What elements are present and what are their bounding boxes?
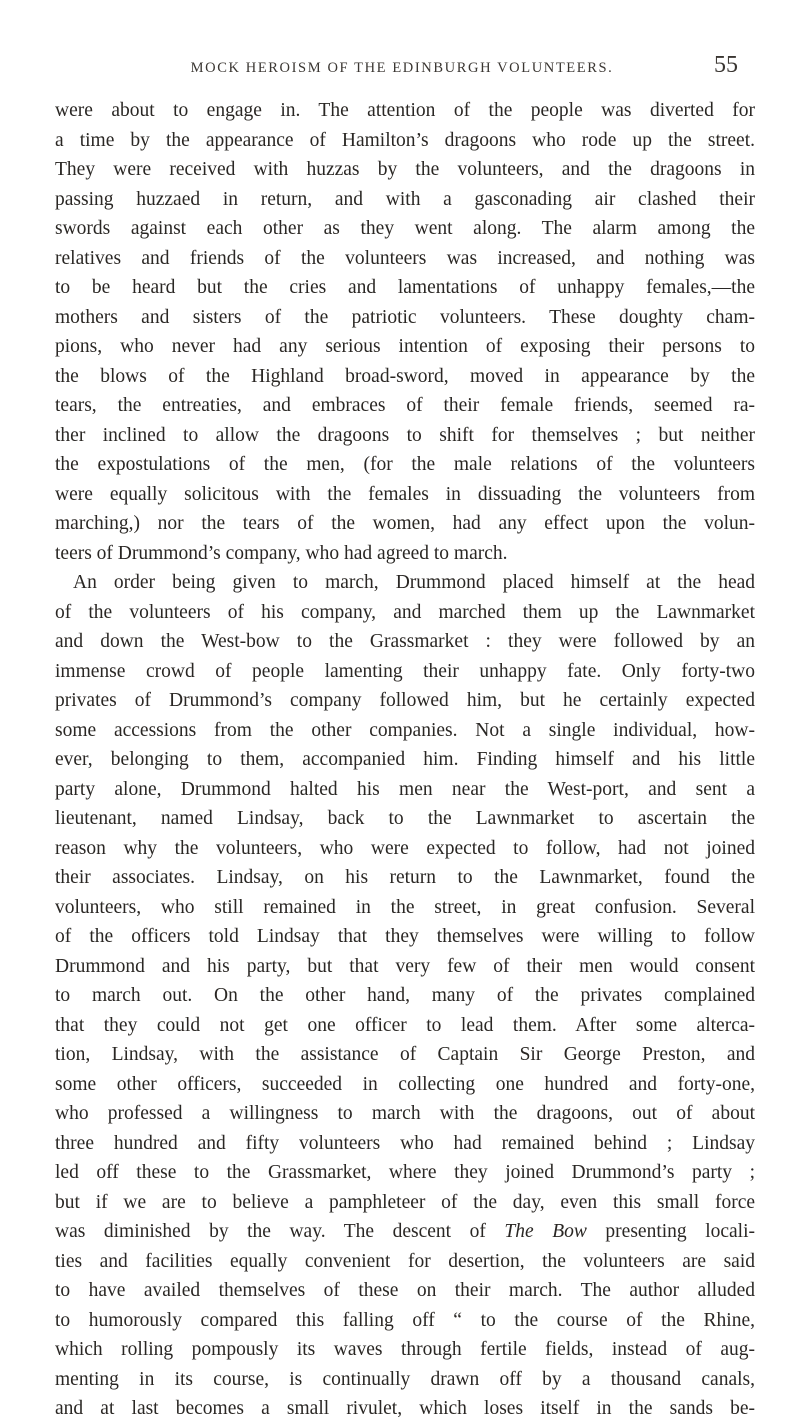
text-line: the blows of the Highland broad-sword, moved in appearance by the bbox=[55, 365, 755, 387]
text-line: party alone, Drummond halted his men near the West-port, and sent a bbox=[55, 778, 755, 800]
text-line: They were received with huzzas by the volunteers, and the dragoons in bbox=[55, 159, 755, 180]
text-line: some accessions from the other companies. Not a single individual, how- bbox=[55, 719, 755, 741]
text-line: passing huzzaed in return, and with a gasconading air clashed their bbox=[55, 188, 755, 210]
text-line: were about to engage in. The attention of the people was diverted for bbox=[55, 100, 755, 121]
italic-title: The Bow bbox=[504, 1221, 587, 1242]
text-line: to march out. On the other hand, many of the privates complained bbox=[55, 985, 755, 1006]
text-line: and at last becomes a small rivulet, which loses itself in the sands be- bbox=[55, 1398, 755, 1419]
text-line: tears, the entreaties, and embraces of their female friends, seemed ra- bbox=[55, 395, 755, 416]
text-line: three hundred and fifty volunteers who had remained behind ; Lindsay bbox=[55, 1132, 755, 1154]
text-line: volunteers, who still remained in the street, in great confusion. Several bbox=[55, 896, 755, 918]
text-line: the expostulations of the men, (for the male relations of the volunteers bbox=[55, 454, 755, 475]
text-line: but if we are to believe a pamphleteer of the day, even this small force bbox=[55, 1191, 755, 1213]
text-line: lieutenant, named Lindsay, back to the Lawnmarket to ascertain the bbox=[55, 808, 755, 829]
text-line: who professed a willingness to march with the dragoons, out of about bbox=[55, 1103, 755, 1124]
text-line: tion, Lindsay, with the assistance of Captain Sir George Preston, and bbox=[55, 1044, 755, 1065]
text-line: that they could not get one officer to lead them. After some alterca- bbox=[55, 1014, 755, 1036]
text-line: privates of Drummond’s company followed him, but he certainly expected bbox=[55, 690, 755, 711]
text-line: their associates. Lindsay, on his return to the Lawnmarket, found the bbox=[55, 867, 755, 888]
page-number: 55 bbox=[714, 52, 738, 78]
text-line: relatives and friends of the volunteers was increased, and nothing was bbox=[55, 247, 755, 269]
text-line: menting in its course, is continually drawn off by a thousand canals, bbox=[55, 1368, 755, 1390]
text-line-with-italic bbox=[55, 1217, 755, 1247]
text-line: pions, who never had any serious intention of exposing their persons to bbox=[55, 336, 755, 357]
text-line: reason why the volunteers, who were expected to follow, had not joined bbox=[55, 837, 755, 859]
text-line: led off these to the Grassmarket, where they joined Drummond’s party ; bbox=[55, 1162, 755, 1183]
text-line: immense crowd of people lamenting their unhappy fate. Only forty-two bbox=[55, 660, 755, 682]
running-title: MOCK HEROISM OF THE EDINBURGH VOLUNTEERS. bbox=[190, 60, 614, 76]
text-line: of the volunteers of his company, and marched them up the Lawnmarket bbox=[55, 601, 755, 623]
text-line: ties and facilities equally convenient for desertion, the volunteers are said bbox=[55, 1250, 755, 1272]
text-line: ther inclined to allow the dragoons to shift for themselves ; but neither bbox=[55, 424, 755, 446]
text-segment: was diminished by the way. The descent of bbox=[55, 1221, 505, 1242]
text-line: to humorously compared this falling off “ to the course of the Rhine, bbox=[55, 1309, 755, 1331]
text-line: which rolling pompously its waves through fertile fields, instead of aug- bbox=[55, 1339, 755, 1360]
text-line: swords against each other as they went along. The alarm among the bbox=[55, 218, 755, 239]
text-line: mothers and sisters of the patriotic volunteers. These doughty cham- bbox=[55, 306, 755, 328]
body-text bbox=[55, 96, 755, 1424]
text-segment: presenting locali- bbox=[586, 1221, 755, 1242]
text-line: of the officers told Lindsay that they themselves were willing to follow bbox=[55, 926, 755, 947]
text-line: to have availed themselves of these on their march. The author alluded bbox=[55, 1280, 755, 1301]
text-line: and down the West-bow to the Grassmarket : they were followed by an bbox=[55, 631, 755, 652]
text-line: to be heard but the cries and lamentations of unhappy females,—the bbox=[55, 277, 755, 298]
text-line: were equally solicitous with the females in dissuading the volunteers from bbox=[55, 483, 755, 505]
text-line: marching,) nor the tears of the women, had any effect upon the volun- bbox=[55, 513, 755, 534]
text-line: a time by the appearance of Hamilton’s dragoons who rode up the street. bbox=[55, 129, 755, 151]
text-line: some other officers, succeeded in collecting one hundred and forty-one, bbox=[55, 1073, 755, 1095]
text-line: teers of Drummond’s company, who had agreed to march. bbox=[55, 542, 508, 564]
text-line: Drummond and his party, but that very few of their men would consent bbox=[55, 955, 755, 977]
text-line: An order being given to march, Drummond placed himself at the head bbox=[73, 572, 755, 593]
text-line: ever, belonging to them, accompanied him. Finding himself and his little bbox=[55, 749, 755, 770]
